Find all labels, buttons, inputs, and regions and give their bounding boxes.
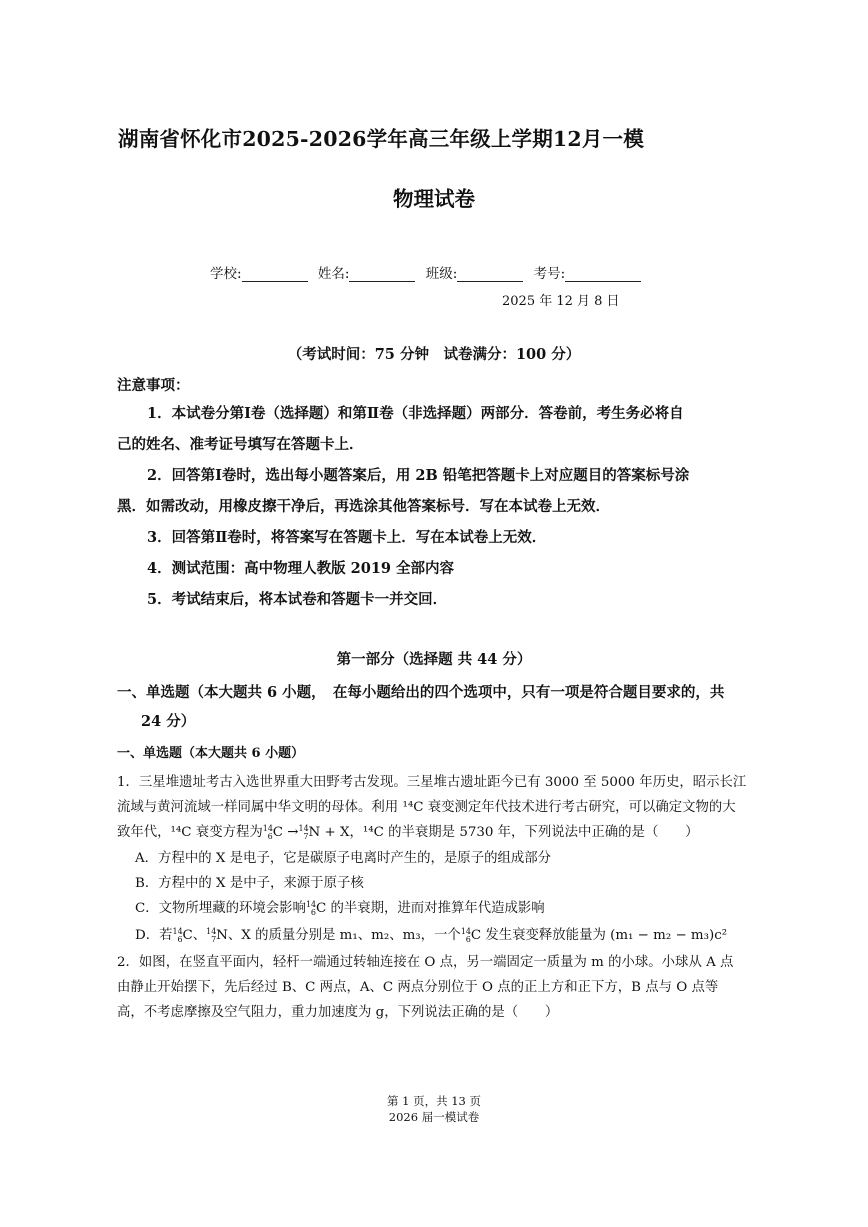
note-item-5: 5．考试结束后，将本试卷和答题卡一并交回．: [147, 591, 448, 608]
section-heading-line2: 24 分）: [141, 713, 196, 730]
school-label: 学校:: [210, 266, 242, 282]
page-number: 第 1 页，共 13 页: [386, 1094, 482, 1108]
notes-heading: 注意事项：: [117, 377, 190, 394]
q1-option-c: C．文物所埋藏的环境会影响 14 6 C 的半衰期，进而对推算年代造成影响: [135, 899, 545, 917]
nuclide-c14: 14 6: [305, 899, 317, 917]
q1-line3: 致年代，¹⁴C 衰变方程为 14 6 C → 14 7 N + X，¹⁴C 的半衰期是 5730 年，下列说法中正确的是（ ）: [117, 823, 699, 841]
q1-option-b: B．方程中的 X 是中子，来源于原子核: [135, 876, 364, 891]
note-item-1-line1: 1．本试卷分第Ⅰ卷（选择题）和第Ⅱ卷（非选择题）两部分．答卷前，考生务必将自: [147, 405, 684, 422]
part1-heading: 第一部分（选择题 共 44 分）: [336, 651, 532, 668]
class-label: 班级:: [425, 266, 458, 282]
note-item-1-line2: 己的姓名、准考证号填写在答题卡上．: [117, 436, 364, 453]
exam-number-field[interactable]: [565, 267, 641, 282]
note-item-2-line2: 黑．如需改动，用橡皮擦干净后，再选涂其他答案标号．写在本试卷上无效．: [117, 498, 610, 515]
student-info-row: [210, 262, 647, 282]
class-field[interactable]: [457, 267, 523, 282]
nuclide-c14: 14 6: [460, 926, 472, 944]
name-label: 姓名:: [317, 266, 350, 282]
name-field[interactable]: [349, 267, 415, 282]
q2-line2: 由静止开始摆下，先后经过 B、C 两点，A、C 两点分别位于 O 点的正上方和正下方，B 点与 O 点等: [117, 980, 719, 995]
note-item-4: 4．测试范围：高中物理人教版 2019 全部内容: [147, 560, 455, 577]
page-title: 湖南省怀化市2025-2026学年高三年级上学期12月一模: [118, 127, 644, 151]
section-heading-line1: 一、单选题（本大题共 6 小题， 在每小题给出的四个选项中，只有一项是符合题目要求的，共: [117, 684, 725, 701]
q2-line3: 高，不考虑摩擦及空气阻力，重力加速度为 g，下列说法正确的是（ ）: [117, 1005, 559, 1020]
note-item-3: 3．回答第Ⅱ卷时，将答案写在答题卡上．写在本试卷上无效．: [147, 529, 547, 546]
q2-line1: 2．如图，在竖直平面内，轻杆一端通过转轴连接在 O 点，另一端固定一质量为 m 的小球。小球从 A 点: [117, 955, 734, 970]
page-subtitle: 物理试卷: [393, 187, 475, 211]
nuclide-c14: 14 6: [262, 823, 273, 841]
note-item-2-line1: 2．回答第Ⅰ卷时，选出每小题答案后，用 2B 铅笔把答题卡上对应题目的答案标号涂: [147, 467, 690, 484]
q1-line1: 1．三星堆遗址考古入选世界重大田野考古发现。三星堆古遗址距今已有 3000 至 5000 年历史，昭示长江: [117, 775, 747, 790]
q1-line2: 流域与黄河流域一样同属中华文明的母体。利用 ¹⁴C 衰变测定年代技术进行考古研究，可以确定文物的大: [117, 800, 736, 815]
nuclide-c14: 14 6: [172, 926, 183, 944]
exam-date: 2025 年 12 月 8 日: [502, 294, 620, 309]
exam-time-info: （考试时间：75 分钟 试卷满分：100 分）: [287, 346, 581, 363]
section-heading: [117, 678, 757, 736]
exam-number-label: 考号:: [533, 266, 566, 282]
nuclide-n14: 14 7: [298, 823, 309, 841]
footer-exam-name: 2026 届一模试卷: [388, 1110, 480, 1124]
q1-option-d: D．若 14 6 C、 14 7 N、X 的质量分别是 m₁、m₂、m₃，一个 14 6 C 发生衰变释放能量为 (m₁ − m₂ − m₃)c²: [135, 926, 728, 944]
nuclide-n14: 14 7: [206, 926, 217, 944]
q1-option-a: A．方程中的 X 是电子，它是碳原子电离时产生的，是原子的组成部分: [135, 851, 552, 866]
section-heading-short: 一、单选题（本大题共 6 小题）: [117, 746, 305, 761]
school-field[interactable]: [242, 267, 308, 282]
